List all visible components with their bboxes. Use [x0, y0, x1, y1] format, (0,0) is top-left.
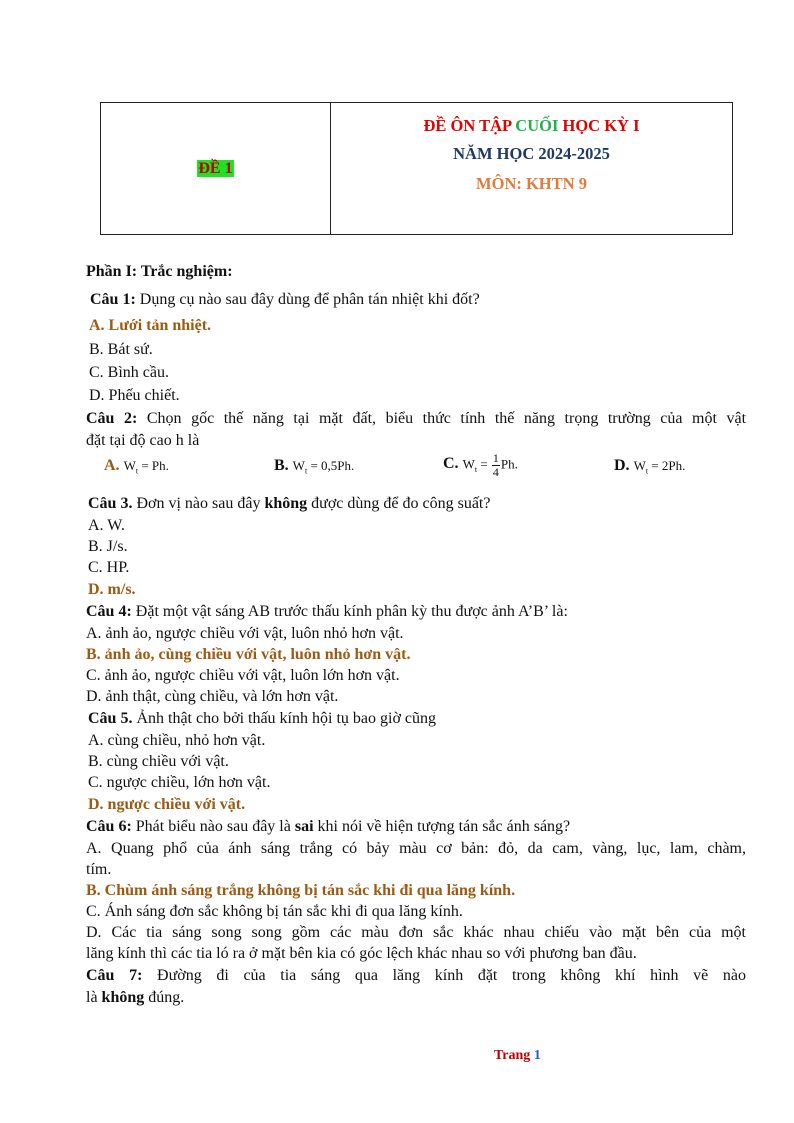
q1-option-a: A. Lưới tản nhiệt.	[89, 317, 212, 334]
fraction-numerator: 1	[492, 451, 499, 465]
exam-title-part2: CUỐI	[515, 116, 559, 135]
question-text: khi nói về hiện tượng tán sắc ánh sáng?	[313, 818, 571, 835]
q6-option-d: D. Các tia sáng song song gồm các màu đơn sắc khác nhau chiếu vào mặt bên của một	[86, 924, 746, 941]
question-label: Câu 5.	[88, 710, 133, 727]
option-label: A.	[104, 457, 120, 474]
question-label: Câu 2:	[86, 410, 138, 427]
question-2-cont: đặt tại độ cao h là	[86, 432, 200, 449]
fraction-denominator: 4	[492, 465, 499, 479]
formula-lhs: W	[292, 458, 305, 473]
question-text: được dùng để đo công suất?	[307, 495, 491, 512]
formula-rhs: = 0,5Ph.	[307, 458, 355, 473]
formula-rhs: = Ph.	[138, 458, 169, 473]
section-title: Phần I: Trắc nghiệm:	[86, 263, 233, 280]
formula-subscript: t	[135, 466, 139, 476]
question-4	[86, 602, 568, 622]
exam-code-cell	[101, 103, 331, 234]
question-label: Câu 1:	[90, 291, 136, 308]
q2-option-d	[614, 456, 685, 482]
school-year: NĂM HỌC 2024-2025	[453, 144, 610, 163]
question-text-bold: sai	[294, 818, 314, 835]
q6-option-a-cont: tím.	[86, 861, 112, 878]
question-text: Chọn gốc thế năng tại mặt đất, biểu thức tính thế năng trọng trường của một vật	[137, 410, 747, 427]
formula-subscript: t	[474, 465, 478, 475]
page-footer	[494, 1048, 541, 1064]
question-label: Câu 3.	[88, 495, 133, 512]
q6-option-a: A. Quang phổ của ánh sáng trắng có bảy màu cơ bản: đỏ, da cam, vàng, lục, lam, chàm,	[86, 840, 746, 857]
question-7	[86, 966, 746, 986]
question-1	[90, 290, 480, 310]
formula-subscript: t	[645, 466, 649, 476]
q5-option-c: C. ngược chiều, lớn hơn vật.	[88, 774, 271, 791]
option-label: B.	[274, 457, 289, 474]
question-text-bold: không	[264, 495, 308, 512]
option-label: C.	[443, 455, 459, 473]
formula-lhs: W	[462, 456, 475, 472]
q2-option-a	[104, 456, 169, 482]
question-label: Câu 4:	[86, 603, 132, 620]
option-label: D.	[614, 457, 630, 474]
question-label: Câu 7:	[86, 967, 143, 984]
q3-option-c: C. HP.	[88, 559, 130, 576]
q1-option-d: D. Phếu chiết.	[89, 387, 180, 404]
exam-header-table	[100, 102, 733, 235]
question-text: Đơn vị nào sau đây	[132, 495, 265, 512]
q4-option-b: B. ảnh ảo, cùng chiều với vật, luôn nhỏ hơn vật.	[86, 646, 411, 663]
q4-option-c: C. ảnh ảo, ngược chiều với vật, luôn lớn hơn vật.	[86, 667, 400, 684]
q1-option-b: B. Bát sứ.	[89, 341, 153, 358]
question-text: Đặt một vật sáng AB trước thấu kính phân kỳ thu được ảnh A’B’ là:	[131, 603, 568, 620]
exam-title-part3: HỌC KỲ I	[558, 116, 640, 135]
question-text-bold: không	[101, 989, 145, 1006]
q3-option-d: D. m/s.	[88, 581, 136, 598]
question-text: Ảnh thật cho bởi thấu kính hội tụ bao giờ cũng	[132, 710, 436, 727]
fraction	[492, 452, 500, 479]
question-text: Dụng cụ nào sau đây dùng để phân tán nhiệt khi đốt?	[135, 291, 480, 308]
q4-option-a: A. ảnh ảo, ngược chiều với vật, luôn nhỏ hơn vật.	[86, 625, 404, 642]
question-6	[86, 817, 570, 837]
q2-option-b	[274, 456, 354, 482]
q3-option-b: B. J/s.	[88, 538, 128, 555]
question-label: Câu 6:	[86, 818, 132, 835]
exam-title-cell	[331, 103, 732, 234]
question-text: Đường đi của tia sáng qua lăng kính đặt trong không khí hình vẽ nào	[142, 967, 747, 984]
q5-option-d: D. ngược chiều với vật.	[88, 796, 246, 813]
question-7-cont	[86, 988, 184, 1008]
exam-title	[331, 116, 732, 136]
q5-option-a: A. cùng chiều, nhỏ hơn vật.	[88, 732, 266, 749]
question-text: là	[86, 989, 102, 1006]
question-3	[88, 494, 490, 514]
formula-rhs: Ph.	[500, 456, 518, 472]
formula-lhs: W	[123, 458, 136, 473]
subject: MÔN: KHTN 9	[476, 174, 587, 193]
q6-option-c: C. Ánh sáng đơn sắc không bị tán sắc khi đi qua lăng kính.	[86, 903, 463, 920]
formula-lhs: W	[633, 458, 646, 473]
question-2	[86, 409, 746, 429]
q1-option-c: C. Bình cầu.	[89, 364, 169, 381]
q6-option-d-cont: lăng kính thì các tia ló ra ở mặt bên kia có góc lệch khác nhau so với phương ban đầu.	[86, 945, 637, 962]
question-5	[88, 709, 436, 729]
q4-option-d: D. ảnh thật, cùng chiều, và lớn hơn vật.	[86, 688, 339, 705]
q2-option-c	[443, 452, 518, 480]
page-number: 1	[533, 1048, 541, 1063]
exam-title-part1: ĐỀ ÔN TẬP	[423, 116, 516, 135]
page-label: Trang	[494, 1048, 534, 1063]
question-text: Phát biểu nào sau đây là	[131, 818, 295, 835]
q5-option-b: B. cùng chiều với vật.	[88, 753, 229, 770]
question-text: đúng.	[144, 989, 185, 1006]
formula-equals: =	[477, 456, 491, 472]
formula-subscript: t	[304, 466, 308, 476]
q6-option-b: B. Chùm ánh sáng trắng không bị tán sắc khi đi qua lăng kính.	[86, 882, 516, 899]
q3-option-a: A. W.	[88, 517, 125, 534]
exam-code: ĐỀ 1	[198, 160, 233, 177]
formula-rhs: = 2Ph.	[648, 458, 686, 473]
